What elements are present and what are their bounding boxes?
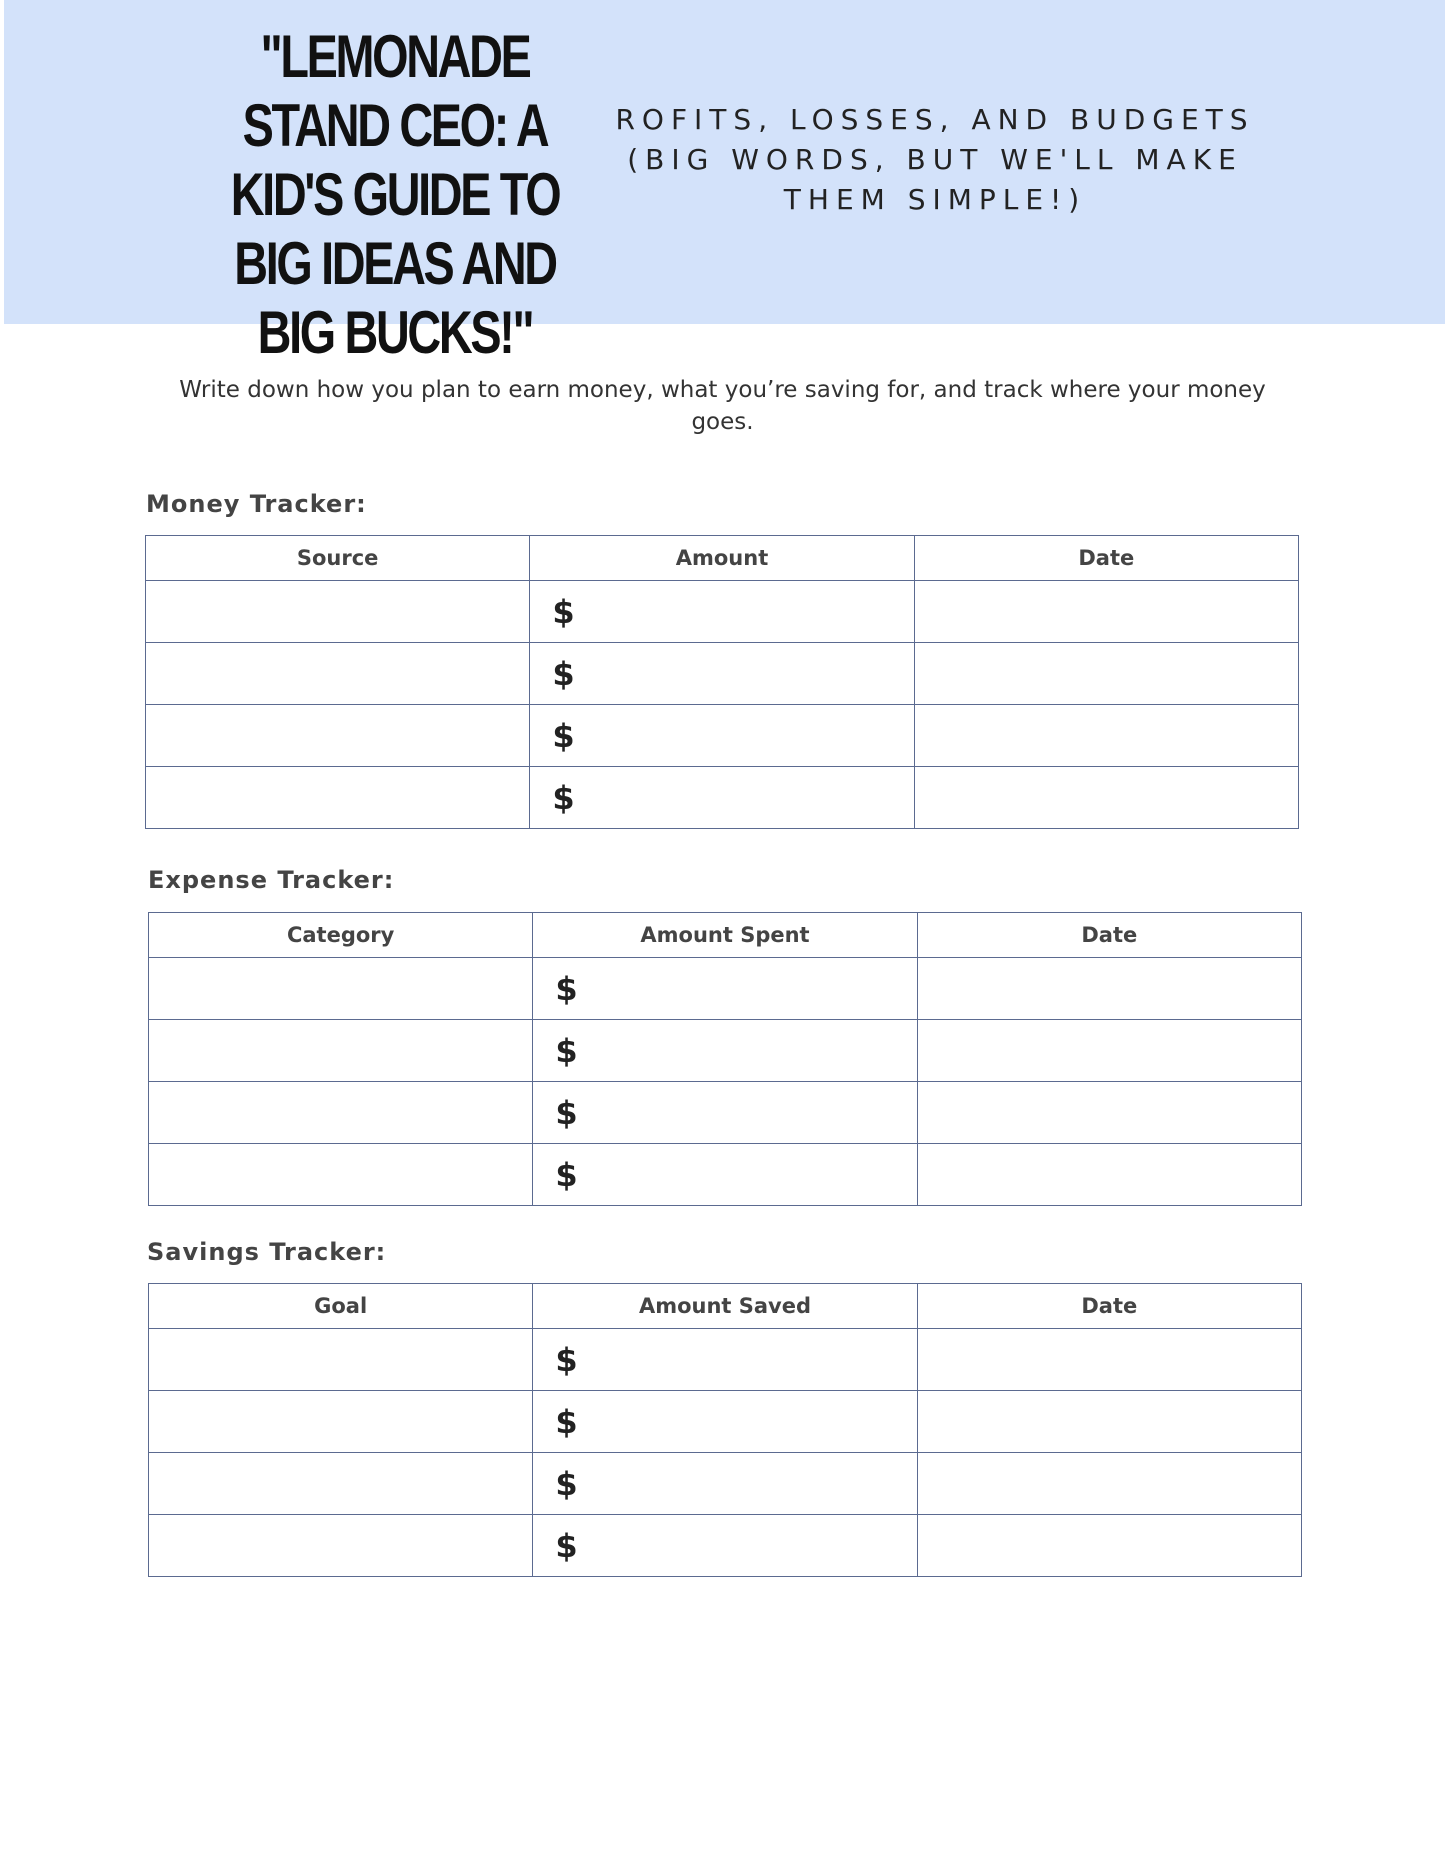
amount-spent-cell[interactable]: [533, 1082, 917, 1144]
column-header-amount-spent: Amount Spent: [533, 913, 917, 958]
amount-saved-cell[interactable]: [533, 1453, 917, 1515]
date-cell[interactable]: [914, 767, 1298, 829]
source-cell[interactable]: [146, 767, 530, 829]
dollar-sign: $: [555, 1402, 578, 1441]
column-header-goal: Goal: [149, 1284, 533, 1329]
expense-tracker-table: [148, 912, 1302, 1206]
dollar-sign: $: [552, 716, 575, 755]
table-row: [149, 1082, 1302, 1144]
date-cell[interactable]: [914, 705, 1298, 767]
dollar-sign: $: [555, 1155, 578, 1194]
date-cell[interactable]: [917, 1453, 1301, 1515]
table-row: [146, 643, 1299, 705]
date-cell[interactable]: [917, 1144, 1301, 1206]
amount-cell[interactable]: [530, 767, 914, 829]
dollar-sign: $: [555, 1526, 578, 1565]
table-row: [149, 1453, 1302, 1515]
table-row: [149, 958, 1302, 1020]
category-cell[interactable]: [149, 1020, 533, 1082]
intro-text: Write down how you plan to earn money, what you’re saving for, and track where your money goes.: [179, 377, 1266, 435]
date-cell[interactable]: [917, 958, 1301, 1020]
date-cell[interactable]: [914, 581, 1298, 643]
table-row: [146, 767, 1299, 829]
source-cell[interactable]: [146, 643, 530, 705]
amount-saved-cell[interactable]: [533, 1391, 917, 1453]
table-row: [149, 1329, 1302, 1391]
column-header-date: Date: [914, 536, 1298, 581]
dollar-sign: $: [552, 778, 575, 817]
date-cell[interactable]: [917, 1020, 1301, 1082]
date-cell[interactable]: [917, 1082, 1301, 1144]
amount-spent-cell[interactable]: [533, 1020, 917, 1082]
date-cell[interactable]: [917, 1391, 1301, 1453]
table-header-row: [149, 1284, 1302, 1329]
dollar-sign: $: [552, 592, 575, 631]
column-header-date: Date: [917, 1284, 1301, 1329]
amount-cell[interactable]: [530, 705, 914, 767]
category-cell[interactable]: [149, 958, 533, 1020]
table-header-row: [149, 913, 1302, 958]
money-tracker-table: [145, 535, 1299, 829]
goal-cell[interactable]: [149, 1329, 533, 1391]
table-row: [149, 1020, 1302, 1082]
source-cell[interactable]: [146, 705, 530, 767]
table-header-row: [146, 536, 1299, 581]
page-subtitle: ROFITS, LOSSES, AND BUDGETS (BIG WORDS, BUT WE'LL MAKE THEM SIMPLE!): [615, 103, 1255, 216]
money-tracker-heading: Money Tracker:: [146, 490, 367, 518]
amount-cell[interactable]: [530, 581, 914, 643]
amount-saved-cell[interactable]: [533, 1329, 917, 1391]
date-cell[interactable]: [914, 643, 1298, 705]
expense-tracker-heading: Expense Tracker:: [148, 866, 395, 894]
savings-tracker-table: [148, 1283, 1302, 1577]
amount-saved-cell[interactable]: [533, 1515, 917, 1577]
dollar-sign: $: [552, 654, 575, 693]
table-row: [146, 581, 1299, 643]
dollar-sign: $: [555, 1340, 578, 1379]
column-header-date: Date: [917, 913, 1301, 958]
source-cell[interactable]: [146, 581, 530, 643]
date-cell[interactable]: [917, 1515, 1301, 1577]
category-cell[interactable]: [149, 1082, 533, 1144]
date-cell[interactable]: [917, 1329, 1301, 1391]
table-row: [149, 1391, 1302, 1453]
amount-spent-cell[interactable]: [533, 958, 917, 1020]
column-header-category: Category: [149, 913, 533, 958]
page-title: "LEMONADE STAND CEO: A KID'S GUIDE TO BIG IDEAS AND BIG BUCKS!": [230, 23, 560, 366]
amount-cell[interactable]: [530, 643, 914, 705]
column-header-amount-saved: Amount Saved: [533, 1284, 917, 1329]
table-row: [146, 705, 1299, 767]
amount-spent-cell[interactable]: [533, 1144, 917, 1206]
dollar-sign: $: [555, 1093, 578, 1132]
dollar-sign: $: [555, 1464, 578, 1503]
column-header-source: Source: [146, 536, 530, 581]
savings-tracker-heading: Savings Tracker:: [147, 1238, 387, 1266]
dollar-sign: $: [555, 969, 578, 1008]
category-cell[interactable]: [149, 1144, 533, 1206]
goal-cell[interactable]: [149, 1391, 533, 1453]
column-header-amount: Amount: [530, 536, 914, 581]
table-row: [149, 1515, 1302, 1577]
table-row: [149, 1144, 1302, 1206]
goal-cell[interactable]: [149, 1453, 533, 1515]
goal-cell[interactable]: [149, 1515, 533, 1577]
dollar-sign: $: [555, 1031, 578, 1070]
